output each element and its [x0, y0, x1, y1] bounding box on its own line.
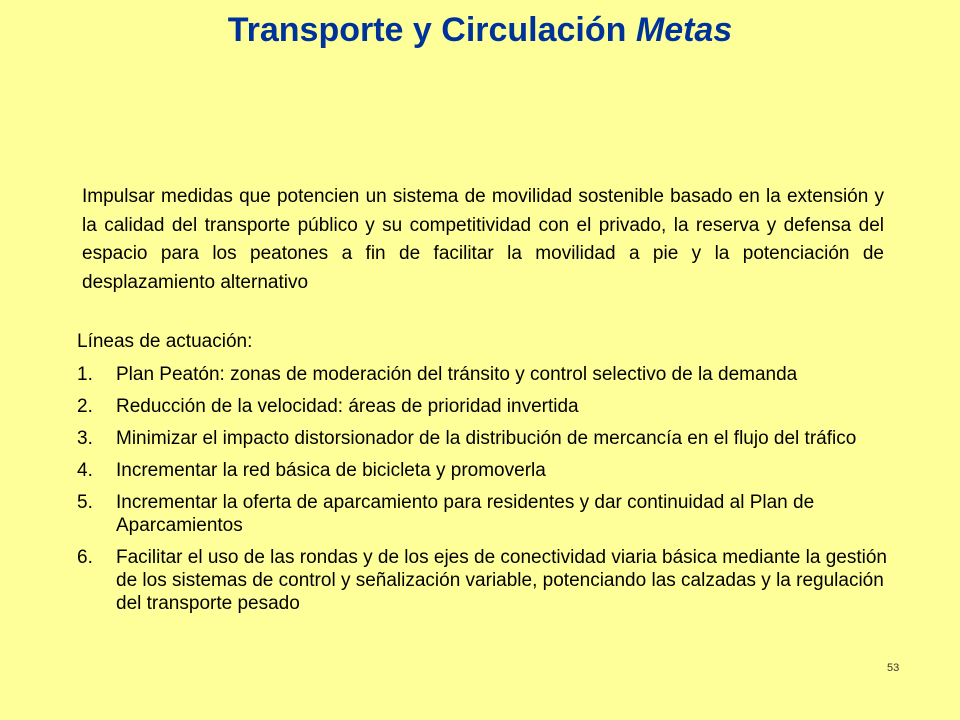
page-number: 53 [887, 662, 900, 674]
item-text: Incrementar la oferta de aparcamiento para residentes y dar continuidad al Plan de Aparcamientos [116, 492, 815, 536]
slide-title [0, 8, 960, 52]
title-main: Transporte y Circulación [227, 11, 636, 49]
lines-heading: Líneas de actuación: [77, 331, 253, 352]
item-number: 6. [77, 547, 93, 568]
item-text: Minimizar el impacto distorsionador de la distribución de mercancía en el flujo del tráfico [116, 428, 857, 449]
list-item [77, 491, 907, 537]
item-text: Plan Peatón: zonas de moderación del tránsito y control selectivo de la demanda [116, 364, 798, 385]
item-number: 4. [77, 460, 93, 481]
item-number: 5. [77, 492, 93, 513]
list-item [77, 459, 907, 482]
intro-paragraph: Impulsar medidas que potencien un sistema de movilidad sostenible basado en la extensión y la calidad del transporte público y su competitividad con el privado, la reserva y defensa del espacio para los peatones a fin de facilitar la movilidad a pie y la potenciación de desplazamiento alternativo [82, 186, 884, 293]
item-number: 1. [77, 364, 93, 385]
action-list [77, 363, 907, 624]
item-number: 3. [77, 428, 93, 449]
list-item [77, 546, 907, 615]
list-item [77, 395, 907, 418]
list-item [77, 427, 907, 450]
item-text: Reducción de la velocidad: áreas de prioridad invertida [116, 396, 579, 417]
list-item [77, 363, 907, 386]
title-italic: Metas [635, 11, 733, 49]
item-number: 2. [77, 396, 93, 417]
item-text: Facilitar el uso de las rondas y de los ejes de conectividad viaria básica mediante la gestión de los sistemas de control y señalización variable, potenciando las calzadas y la regulación del transporte pesado [116, 547, 887, 614]
item-text: Incrementar la red básica de bicicleta y promoverla [116, 460, 546, 481]
